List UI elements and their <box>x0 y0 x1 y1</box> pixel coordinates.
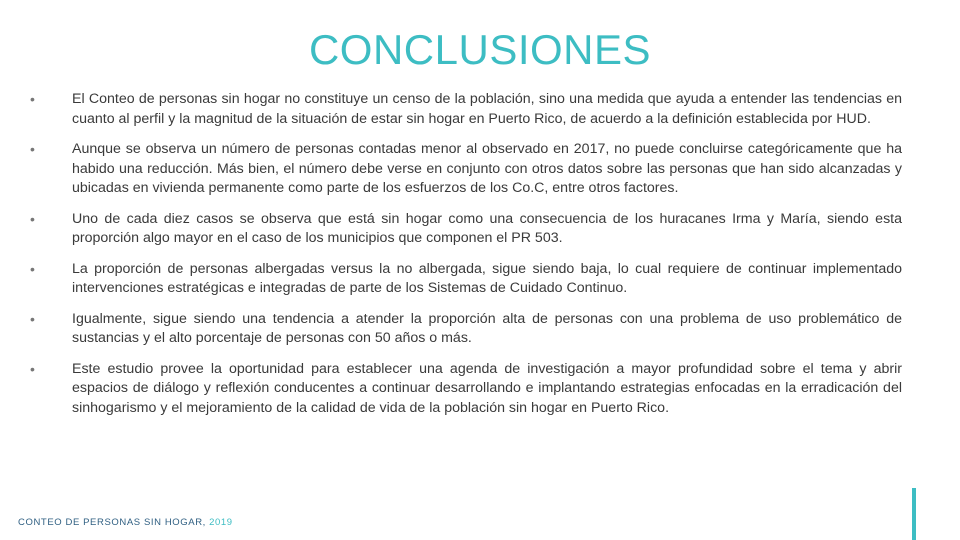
list-item <box>30 360 902 419</box>
list-item <box>30 140 902 199</box>
list-item <box>30 310 902 349</box>
bullet-icon: • <box>30 141 35 157</box>
bullet-icon: • <box>30 91 35 107</box>
bullet-text: Aunque se observa un número de personas contadas menor al observado en 2017, no puede concluirse categóricamente que ha habido una reducción. Más bien, el número debe verse en conjunto con otros datos sobre las personas que han sido alcanzadas y ubicadas en vivienda permanente como parte de los esfuerzos de los Co.C, entre otros factores. <box>72 141 902 196</box>
bullet-text: Igualmente, sigue siendo una tendencia a atender la proporción alta de personas con una problema de uso problemático de sustancias y el alto porcentaje de personas con 50 años o más. <box>72 310 902 346</box>
slide-title: CONCLUSIONES <box>308 26 652 73</box>
accent-bar <box>912 488 916 540</box>
list-item <box>30 210 902 249</box>
bullet-icon: • <box>30 310 35 327</box>
conclusions-list <box>30 90 902 429</box>
footer-label: CONTEO DE PERSONAS SIN HOGAR, <box>18 517 206 528</box>
bullet-icon: • <box>30 260 35 277</box>
bullet-icon: • <box>30 360 35 377</box>
bullet-text: Este estudio provee la oportunidad para establecer una agenda de investigación a mayor profundidad sobre el tema y abrir espacios de diálogo y reflexión conducentes a continuar desarrollando e implantando estrategias enfocadas en la erradicación del sinhogarismo y el mejoramiento de la calidad de vida de la población sin hogar en Puerto Rico. <box>72 360 902 416</box>
list-item <box>30 260 902 299</box>
bullet-icon: • <box>30 210 35 227</box>
slide-footer <box>18 517 233 528</box>
bullet-text: La proporción de personas albergadas versus la no albergada, sigue siendo baja, lo cual requiere de continuar implementado intervenciones estratégicas e integradas de parte de los Sistemas de Cuidado Continuo. <box>72 260 902 296</box>
footer-year: 2019 <box>209 517 233 528</box>
bullet-text: Uno de cada diez casos se observa que está sin hogar como una consecuencia de los huracanes Irma y María, siendo esta proporción algo mayor en el caso de los municipios que componen el PR 503. <box>72 210 902 246</box>
list-item <box>30 90 902 129</box>
bullet-text: El Conteo de personas sin hogar no constituye un censo de la población, sino una medida que ayuda a entender las tendencias en cuanto al perfil y la magnitud de la situación de estar sin hogar en Puerto Rico, de acuerdo a la definición establecida por HUD. <box>72 91 902 127</box>
